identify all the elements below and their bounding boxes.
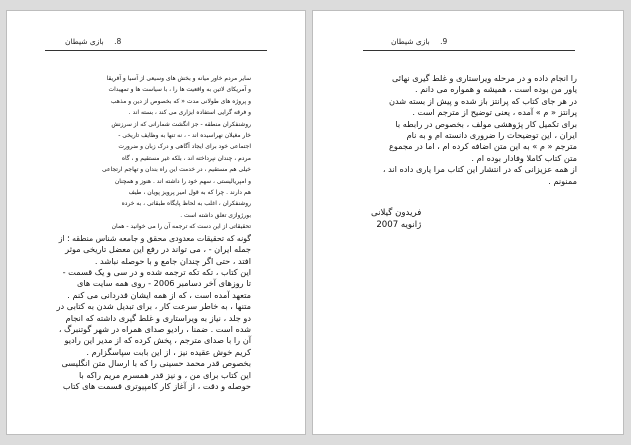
text-line: اجتماعی خود برای ایجاد آگاهی و درک زبان و ضرورت	[118, 143, 251, 151]
text-line: برای تکمیل کار پژوهشی مولف ، بخصوص در رابطه با	[395, 118, 577, 129]
signature-date: ژانویه 2007	[376, 220, 422, 230]
text-line: افتد ، حتی اگر چندان جامع و با حوصله نباشد .	[94, 255, 251, 266]
header-rule	[363, 50, 575, 51]
text-line: را انجام داده و در مرحله ویراستاری و غلط گیری نهائی	[391, 73, 577, 83]
text-line: بورژوازی تعلق داشته است .	[180, 211, 251, 219]
page-header	[391, 37, 447, 46]
text-line: هم دارند . چرا که به قول امیر پرویز پویان ، طیف	[128, 189, 251, 197]
translator-name: فریدون گیلانی	[371, 208, 422, 218]
text-line: کریم خوش عقیده نیز ، از این بابت سپاسگزارم .	[86, 346, 251, 357]
text-line: دو جلد ، نیاز به ویراستاری و غلط گیری داشته که انجام	[65, 312, 251, 323]
header-rule	[45, 50, 267, 51]
left-page	[6, 10, 306, 435]
text-line: از همه عزیزانی که در انتشار این کتاب مرا یاری داده اند ،	[382, 164, 577, 175]
text-line: تحقیقاتی از این دست که ترجمه آن را می خوانید - همان	[111, 223, 251, 231]
text-line: روشنفکران منطقه - جز انگشت شمارانی که از سرزنش	[111, 120, 251, 128]
text-line: روشنفکران ، اغلب به لحاظ پایگاه طبقاتی ، به خرده	[121, 200, 251, 208]
text-line: این کتاب برای من ، و نیز قدر همسرم مریم راکه با	[79, 369, 251, 380]
text-line: جمله ایران - ، می تواند در رفع این معضل تاریخی موثر	[65, 244, 251, 255]
signature-block	[371, 207, 421, 231]
text-line: خار مغیلان نهراسیده اند - ، نه تنها به وظایف تاریخی -	[118, 132, 251, 140]
text-line: مترجم « م » به این متن اضافه کرده ام ، اما در مجموع	[389, 141, 577, 152]
text-line: پرانتز « م » آمده ، یعنی توضیح از مترجم است .	[412, 107, 577, 118]
header-title: بازی شیطان	[65, 37, 104, 46]
page-number: 8.	[114, 37, 122, 46]
text-line: یاور من بوده است ، همیشه و همواره می دانم .	[414, 84, 577, 95]
text-line: حوصله و دقت ، از آغاز کار کامپیوتری قسمت های کتاب	[62, 380, 251, 391]
text-line: این کتاب ، تکه تکه ترجمه شده و در سی و یک قسمت -	[62, 266, 251, 277]
text-line: و فرقه گرایی استفاده ابزاری می کند ، بسته اند .	[128, 109, 251, 117]
text-line: خیلی هم مستقیم ، در خدمت این راه بندان و تهاجم ارتجاعی	[101, 166, 251, 174]
right-body-text	[383, 73, 577, 187]
header-title: بازی شیطان	[391, 37, 430, 46]
text-line: مردم ، چندان نپرداخته اند ، بلکه غیر مستقیم و ، گاه	[121, 154, 251, 162]
left-body-text	[57, 73, 251, 392]
text-line: ایران ، این توضیحات را ضروری دانسته ام و به نام	[406, 130, 577, 141]
text-line: شده است . ضمنا ، رادیو صدای همراه در شهر گوتنبرگ ،	[58, 323, 251, 334]
text-line: گونه که تحقیقات معدودی محقق و جامعه شناس منطقه ؛ از	[58, 233, 251, 243]
right-page	[312, 10, 624, 435]
text-line: آن را با صدای مترجم ، پخش کرده که از مدیر این رادیو	[64, 335, 251, 346]
text-line: و پروژه های طولانی مدت « که بخصوص از دین و مذهب	[110, 97, 251, 105]
text-line: متنها ، به خاطر سرعت کار ، برای تبدیل شدن به کتابی در	[56, 301, 251, 312]
text-line: ممنونم .	[548, 175, 577, 186]
text-line: و آمریکای لاتین به واقعیت ها را ، با سیاست ها و تمهیدات	[108, 86, 251, 94]
text-line: تا روزهای آخر دسامبر 2006 - روی همه سایت های	[77, 278, 251, 289]
text-line: و امپریالیستی ، سهم خود را داشته اند . هنوز و همچنان	[114, 177, 251, 185]
page-header	[65, 37, 121, 46]
text-line: در هر جای کتاب که پرانتز باز شده و پیش از بسته شدن	[389, 95, 577, 106]
text-line: بخصوص قدر محمد حسینی را که با ارسال متن انگلیسی	[61, 358, 251, 369]
text-line: سایر مردم خاور میانه و بخش های وسیعی از آسیا و آفریقا	[106, 75, 251, 82]
text-line: متعهد آمده است ، که از همه ایشان قدردانی می کنم .	[67, 289, 251, 300]
text-line: متن کتاب کاملا وفادار بوده ام .	[471, 152, 577, 163]
page-number: 9.	[440, 37, 448, 46]
